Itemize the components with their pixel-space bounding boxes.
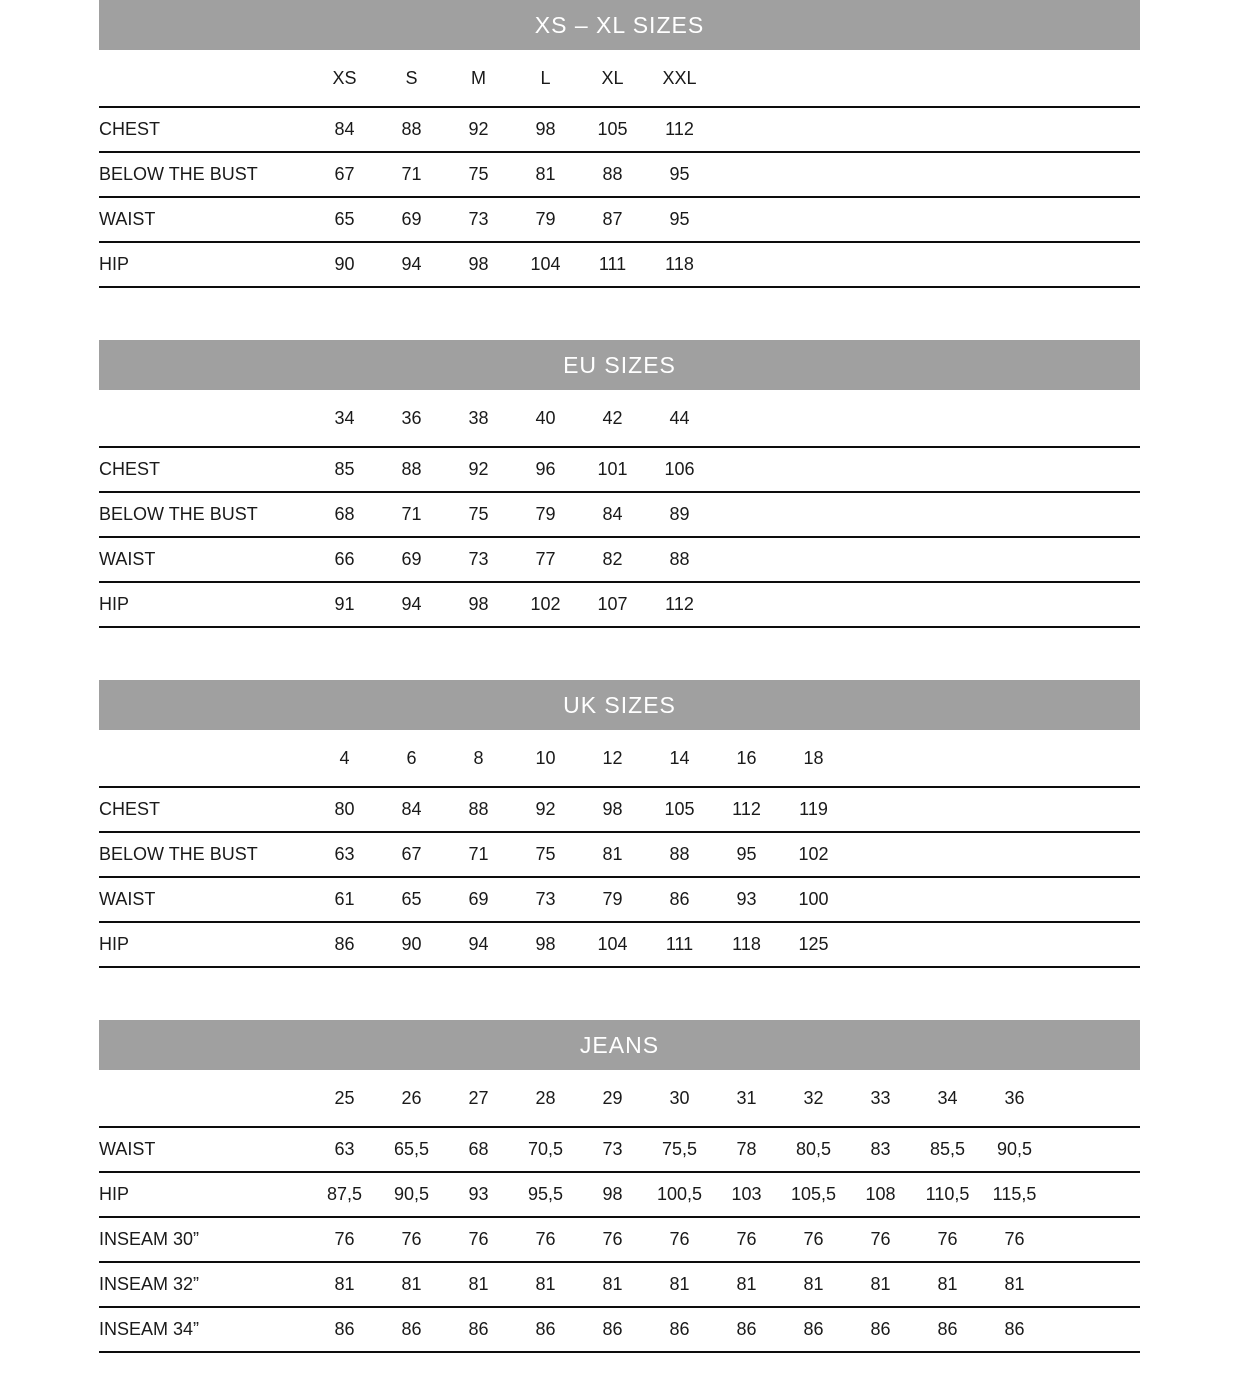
cell-value: 76 xyxy=(535,1229,556,1249)
cell-value: 68 xyxy=(468,1139,489,1159)
cell-value: 105 xyxy=(597,119,628,139)
cell-value: 111 xyxy=(598,254,627,274)
row-label: CHEST xyxy=(99,119,161,139)
column-header: XL xyxy=(601,67,624,88)
column-header: 27 xyxy=(468,1087,489,1108)
cell-value: 93 xyxy=(468,1184,489,1204)
cell-value: 108 xyxy=(865,1184,896,1204)
cell-value: 71 xyxy=(401,504,422,524)
cell-value: 92 xyxy=(468,459,489,479)
table-row xyxy=(99,152,1140,197)
cell-value: 71 xyxy=(401,164,422,184)
cell-value: 81 xyxy=(602,1274,623,1294)
cell-value: 86 xyxy=(401,1319,422,1339)
cell-value: 86 xyxy=(468,1319,489,1339)
table-title: EU SIZES xyxy=(563,351,676,378)
table-title: XS – XL SIZES xyxy=(534,11,705,38)
cell-value: 81 xyxy=(401,1274,422,1294)
table-row xyxy=(99,537,1140,582)
section-eu-sizes xyxy=(99,340,1140,628)
cell-value: 96 xyxy=(535,459,556,479)
table-row xyxy=(99,1217,1140,1262)
cell-value: 84 xyxy=(602,504,623,524)
column-header: 32 xyxy=(803,1087,824,1108)
cell-value: 105,5 xyxy=(790,1184,837,1204)
filler-cell xyxy=(713,582,1140,627)
cell-value: 98 xyxy=(468,594,489,614)
row-label: WAIST xyxy=(99,889,156,909)
cell-value: 88 xyxy=(401,119,422,139)
cell-value: 93 xyxy=(736,889,757,909)
cell-value: 81 xyxy=(937,1274,958,1294)
column-header: 40 xyxy=(535,407,556,428)
cell-value: 76 xyxy=(602,1229,623,1249)
cell-value: 80 xyxy=(334,799,355,819)
filler-cell xyxy=(713,152,1140,197)
table-row xyxy=(99,447,1140,492)
cell-value: 86 xyxy=(870,1319,891,1339)
filler-cell xyxy=(713,242,1140,287)
cell-value: 83 xyxy=(870,1139,891,1159)
table-banner xyxy=(99,680,1140,730)
cell-value: 75 xyxy=(468,164,489,184)
cell-value: 75 xyxy=(535,844,556,864)
cell-value: 91 xyxy=(334,594,355,614)
filler-cell xyxy=(847,787,1140,832)
column-header: 18 xyxy=(803,747,824,768)
cell-value: 75,5 xyxy=(661,1139,698,1159)
filler-cell xyxy=(713,492,1140,537)
row-label: WAIST xyxy=(99,1139,156,1159)
filler-cell xyxy=(847,877,1140,922)
cell-value: 112 xyxy=(665,594,694,614)
corner-cell xyxy=(99,730,311,787)
cell-value: 104 xyxy=(530,254,561,274)
filler-cell xyxy=(713,390,1140,447)
column-header: 38 xyxy=(468,407,489,428)
cell-value: 69 xyxy=(401,549,422,569)
cell-value: 125 xyxy=(798,934,829,954)
filler-cell xyxy=(1048,1127,1140,1172)
cell-value: 63 xyxy=(334,844,355,864)
table-row xyxy=(99,787,1140,832)
section-xs-xl-sizes xyxy=(99,0,1140,288)
row-label: HIP xyxy=(99,594,130,614)
cell-value: 87,5 xyxy=(326,1184,363,1204)
cell-value: 81 xyxy=(870,1274,891,1294)
column-header: 33 xyxy=(870,1087,891,1108)
cell-value: 90 xyxy=(334,254,355,274)
cell-value: 69 xyxy=(401,209,422,229)
cell-value: 95 xyxy=(669,209,690,229)
cell-value: 111 xyxy=(665,934,694,954)
cell-value: 84 xyxy=(401,799,422,819)
column-header: 34 xyxy=(937,1087,958,1108)
size-table-jeans xyxy=(99,1070,1140,1353)
cell-value: 79 xyxy=(602,889,623,909)
cell-value: 81 xyxy=(669,1274,690,1294)
column-header: 25 xyxy=(334,1087,355,1108)
corner-cell xyxy=(99,1070,311,1127)
cell-value: 81 xyxy=(535,164,556,184)
cell-value: 76 xyxy=(401,1229,422,1249)
cell-value: 76 xyxy=(669,1229,690,1249)
cell-value: 92 xyxy=(535,799,556,819)
cell-value: 86 xyxy=(1004,1319,1025,1339)
table-title: UK SIZES xyxy=(563,691,676,718)
table-banner xyxy=(99,0,1140,50)
row-label: HIP xyxy=(99,934,130,954)
column-header: 42 xyxy=(602,407,623,428)
cell-value: 76 xyxy=(870,1229,891,1249)
filler-cell xyxy=(1048,1262,1140,1307)
cell-value: 95 xyxy=(669,164,690,184)
row-label: HIP xyxy=(99,1184,130,1204)
cell-value: 76 xyxy=(803,1229,824,1249)
cell-value: 84 xyxy=(334,119,355,139)
cell-value: 94 xyxy=(468,934,489,954)
table-row xyxy=(99,877,1140,922)
cell-value: 98 xyxy=(602,1184,623,1204)
cell-value: 76 xyxy=(937,1229,958,1249)
cell-value: 85 xyxy=(334,459,355,479)
filler-cell xyxy=(1048,1307,1140,1352)
cell-value: 81 xyxy=(602,844,623,864)
column-header: 6 xyxy=(406,747,417,768)
table-row xyxy=(99,832,1140,877)
table-row xyxy=(99,1127,1140,1172)
filler-cell xyxy=(847,922,1140,967)
row-label: WAIST xyxy=(99,209,156,229)
cell-value: 119 xyxy=(799,799,828,819)
cell-value: 76 xyxy=(334,1229,355,1249)
table-banner xyxy=(99,340,1140,390)
filler-cell xyxy=(1048,1217,1140,1262)
cell-value: 81 xyxy=(736,1274,757,1294)
cell-value: 98 xyxy=(535,934,556,954)
cell-value: 101 xyxy=(597,459,628,479)
cell-value: 82 xyxy=(602,549,623,569)
filler-cell xyxy=(847,832,1140,877)
table-row xyxy=(99,242,1140,287)
corner-cell xyxy=(99,390,311,447)
cell-value: 86 xyxy=(803,1319,824,1339)
cell-value: 112 xyxy=(732,799,761,819)
column-header: 14 xyxy=(669,747,690,768)
cell-value: 98 xyxy=(602,799,623,819)
cell-value: 73 xyxy=(468,549,489,569)
cell-value: 79 xyxy=(535,209,556,229)
filler-cell xyxy=(713,537,1140,582)
column-header: XXL xyxy=(662,67,697,88)
cell-value: 94 xyxy=(401,254,422,274)
table-row xyxy=(99,197,1140,242)
row-label: CHEST xyxy=(99,799,161,819)
column-header: 31 xyxy=(736,1087,757,1108)
cell-value: 86 xyxy=(669,1319,690,1339)
cell-value: 73 xyxy=(468,209,489,229)
cell-value: 90,5 xyxy=(393,1184,430,1204)
cell-value: 95 xyxy=(736,844,757,864)
cell-value: 80,5 xyxy=(795,1139,832,1159)
cell-value: 69 xyxy=(468,889,489,909)
cell-value: 107 xyxy=(597,594,628,614)
column-header: 30 xyxy=(669,1087,690,1108)
cell-value: 106 xyxy=(664,459,695,479)
cell-value: 63 xyxy=(334,1139,355,1159)
cell-value: 112 xyxy=(665,119,694,139)
cell-value: 88 xyxy=(602,164,623,184)
cell-value: 81 xyxy=(334,1274,355,1294)
cell-value: 81 xyxy=(535,1274,556,1294)
cell-value: 86 xyxy=(602,1319,623,1339)
cell-value: 78 xyxy=(736,1139,757,1159)
cell-value: 76 xyxy=(736,1229,757,1249)
table-row xyxy=(99,1307,1140,1352)
cell-value: 76 xyxy=(1004,1229,1025,1249)
row-label: BELOW THE BUST xyxy=(99,504,258,524)
row-label: WAIST xyxy=(99,549,156,569)
size-table-uk xyxy=(99,730,1140,968)
cell-value: 104 xyxy=(597,934,628,954)
table-row xyxy=(99,922,1140,967)
cell-value: 67 xyxy=(334,164,355,184)
column-header: 36 xyxy=(1004,1087,1025,1108)
cell-value: 100,5 xyxy=(656,1184,703,1204)
column-header: L xyxy=(540,67,551,88)
cell-value: 90 xyxy=(401,934,422,954)
cell-value: 88 xyxy=(468,799,489,819)
cell-value: 65,5 xyxy=(393,1139,430,1159)
filler-cell xyxy=(713,447,1140,492)
cell-value: 118 xyxy=(732,934,761,954)
cell-value: 76 xyxy=(468,1229,489,1249)
filler-cell xyxy=(847,730,1140,787)
header-row xyxy=(99,730,1140,787)
section-uk-sizes xyxy=(99,680,1140,968)
column-header: 8 xyxy=(473,747,484,768)
row-label: INSEAM 30” xyxy=(99,1229,200,1249)
column-header: S xyxy=(405,67,418,88)
cell-value: 98 xyxy=(468,254,489,274)
table-row xyxy=(99,492,1140,537)
row-label: INSEAM 32” xyxy=(99,1274,200,1294)
cell-value: 77 xyxy=(535,549,556,569)
column-header: M xyxy=(471,67,486,88)
cell-value: 90,5 xyxy=(996,1139,1033,1159)
section-jeans xyxy=(99,1020,1140,1353)
cell-value: 92 xyxy=(468,119,489,139)
filler-cell xyxy=(713,197,1140,242)
cell-value: 88 xyxy=(401,459,422,479)
header-row xyxy=(99,50,1140,107)
cell-value: 86 xyxy=(937,1319,958,1339)
cell-value: 61 xyxy=(334,889,355,909)
row-label: BELOW THE BUST xyxy=(99,844,258,864)
corner-cell xyxy=(99,50,311,107)
cell-value: 105 xyxy=(664,799,695,819)
size-table-xs-xl xyxy=(99,50,1140,288)
cell-value: 68 xyxy=(334,504,355,524)
cell-value: 81 xyxy=(1004,1274,1025,1294)
cell-value: 85,5 xyxy=(929,1139,966,1159)
table-row xyxy=(99,1172,1140,1217)
table-banner xyxy=(99,1020,1140,1070)
cell-value: 98 xyxy=(535,119,556,139)
column-header: 36 xyxy=(401,407,422,428)
cell-value: 70,5 xyxy=(527,1139,564,1159)
size-table-eu xyxy=(99,390,1140,628)
cell-value: 102 xyxy=(530,594,561,614)
table-title: JEANS xyxy=(579,1031,660,1058)
cell-value: 87 xyxy=(602,209,623,229)
cell-value: 73 xyxy=(602,1139,623,1159)
cell-value: 100 xyxy=(798,889,829,909)
cell-value: 75 xyxy=(468,504,489,524)
cell-value: 81 xyxy=(468,1274,489,1294)
cell-value: 103 xyxy=(731,1184,762,1204)
cell-value: 86 xyxy=(535,1319,556,1339)
cell-value: 88 xyxy=(669,844,690,864)
cell-value: 86 xyxy=(736,1319,757,1339)
row-label: BELOW THE BUST xyxy=(99,164,258,184)
table-row xyxy=(99,107,1140,152)
cell-value: 86 xyxy=(334,1319,355,1339)
cell-value: 95,5 xyxy=(527,1184,564,1204)
filler-cell xyxy=(713,107,1140,152)
cell-value: 86 xyxy=(334,934,355,954)
header-row xyxy=(99,390,1140,447)
column-header: 4 xyxy=(339,747,350,768)
cell-value: 66 xyxy=(334,549,355,569)
cell-value: 65 xyxy=(401,889,422,909)
header-row xyxy=(99,1070,1140,1127)
cell-value: 115,5 xyxy=(992,1184,1037,1204)
table-row xyxy=(99,582,1140,627)
filler-cell xyxy=(1048,1172,1140,1217)
filler-cell xyxy=(713,50,1140,107)
column-header: 12 xyxy=(602,747,623,768)
cell-value: 102 xyxy=(798,844,829,864)
cell-value: 118 xyxy=(665,254,694,274)
row-label: HIP xyxy=(99,254,130,274)
table-row xyxy=(99,1262,1140,1307)
column-header: XS xyxy=(332,67,357,88)
filler-cell xyxy=(1048,1070,1140,1127)
cell-value: 88 xyxy=(669,549,690,569)
row-label: INSEAM 34” xyxy=(99,1319,200,1339)
cell-value: 73 xyxy=(535,889,556,909)
column-header: 10 xyxy=(535,747,556,768)
column-header: 26 xyxy=(401,1087,422,1108)
cell-value: 79 xyxy=(535,504,556,524)
cell-value: 65 xyxy=(334,209,355,229)
row-label: CHEST xyxy=(99,459,161,479)
cell-value: 94 xyxy=(401,594,422,614)
column-header: 44 xyxy=(669,407,690,428)
cell-value: 110,5 xyxy=(925,1184,970,1204)
cell-value: 86 xyxy=(669,889,690,909)
column-header: 34 xyxy=(334,407,355,428)
cell-value: 71 xyxy=(468,844,489,864)
cell-value: 81 xyxy=(803,1274,824,1294)
cell-value: 89 xyxy=(669,504,690,524)
cell-value: 67 xyxy=(401,844,422,864)
column-header: 29 xyxy=(602,1087,623,1108)
column-header: 28 xyxy=(535,1087,556,1108)
column-header: 16 xyxy=(736,747,757,768)
